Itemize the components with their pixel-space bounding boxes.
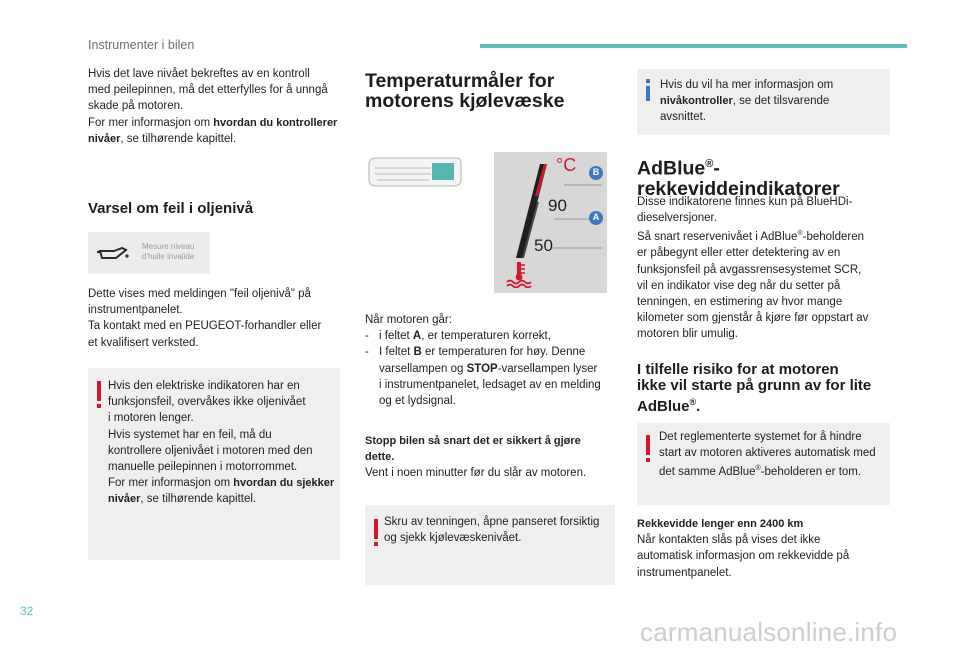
gauge-marker-b-label: B bbox=[592, 167, 600, 177]
heading-text: rekkeviddeindikatorer bbox=[637, 177, 840, 200]
info-tail: , se det tilsvarende bbox=[732, 95, 830, 108]
gauge-tick-90: 90 bbox=[548, 196, 567, 215]
gauge-tick-50: 50 bbox=[534, 236, 553, 255]
adblue-warning-text bbox=[659, 429, 888, 480]
warning-line bbox=[659, 461, 888, 480]
range-line: instrumentpanelet. bbox=[637, 566, 732, 579]
stop-line: Vent i noen minutter før du slår av motoren. bbox=[365, 467, 587, 480]
coolant-temperature-icon bbox=[504, 260, 534, 293]
registered-mark: ® bbox=[797, 230, 803, 238]
oil-line: Dette vises med meldingen "feil oljenivå" på bbox=[88, 288, 311, 300]
coolant-description bbox=[365, 312, 620, 409]
warning-line: og sjekk kjølevæskenivået. bbox=[384, 532, 522, 545]
oil-panel-message: Mesure niveau d'huile invalide bbox=[142, 242, 195, 261]
warning-line bbox=[108, 475, 336, 507]
warning-text: -beholderen er tom. bbox=[760, 466, 862, 479]
chapter-title: Instrumenter i bilen bbox=[88, 38, 195, 52]
coolant-warning-box bbox=[365, 505, 615, 585]
temperature-unit-label: °C bbox=[556, 155, 577, 175]
list-item bbox=[365, 328, 620, 344]
adblue-text: -beholderen bbox=[802, 231, 865, 244]
watermark: carmanualsonline.info bbox=[640, 617, 898, 647]
list-text: I feltet bbox=[379, 346, 414, 359]
coolant-warning-text bbox=[384, 514, 614, 546]
oil-line: et kvalifisert verksted. bbox=[88, 336, 199, 349]
registered-mark: ® bbox=[689, 397, 697, 407]
adblue-line: dieselversjoner. bbox=[637, 212, 717, 225]
adblue-line bbox=[637, 226, 892, 245]
coolant-temperature-gauge bbox=[494, 152, 607, 293]
page-number: 32 bbox=[20, 604, 34, 618]
gauge-marker-a-label: A bbox=[592, 212, 600, 222]
adblue-warning-box bbox=[637, 423, 890, 505]
info-bold-link: nivåkontroller bbox=[660, 95, 733, 108]
warning-line: manuelle peilepinnen i motorrommet. bbox=[108, 461, 298, 474]
warning-line: Hvis den elektriske indikatoren har en bbox=[108, 380, 300, 392]
stop-instruction bbox=[365, 433, 620, 482]
info-line bbox=[660, 93, 886, 109]
heading-text: AdBlue bbox=[637, 157, 706, 180]
warning-line: i motoren lenger. bbox=[108, 412, 194, 425]
list-text: , er temperaturen korrekt, bbox=[421, 330, 551, 343]
range-line: Når kontakten slås på vises det ikke bbox=[637, 534, 821, 547]
warning-text: det samme AdBlue bbox=[659, 466, 756, 479]
list-bold: A bbox=[412, 330, 422, 343]
registered-mark: ® bbox=[705, 158, 714, 170]
heading-line: Temperaturmåler for bbox=[365, 70, 555, 92]
oil-warning-box bbox=[88, 368, 340, 560]
oil-level-heading: Varsel om feil i oljenivå bbox=[88, 200, 254, 217]
list-text: -varsellampen lyser bbox=[497, 362, 598, 375]
coolant-temperature-heading bbox=[365, 71, 564, 111]
adblue-line: motoren blir umulig. bbox=[637, 328, 738, 341]
adblue-line: funksjonsfeil på avgassrensesystemet SCR, bbox=[637, 263, 862, 276]
heading-end: . bbox=[696, 398, 701, 415]
range-info bbox=[637, 516, 892, 581]
list-bold: B bbox=[413, 346, 422, 359]
risk-heading bbox=[637, 362, 871, 415]
adblue-range-heading bbox=[637, 154, 840, 199]
oil-warning-text bbox=[108, 378, 336, 508]
range-line: automatisk informasjon om rekkevidde på bbox=[637, 550, 850, 563]
oil-description bbox=[88, 286, 348, 351]
oil-can-icon bbox=[96, 243, 130, 268]
warning-line: start av motoren aktiveres automatisk med bbox=[659, 447, 876, 460]
intro-line: med peilepinnen, må det etterfylles for å unngå bbox=[88, 84, 328, 97]
stop-bold-line: Stopp bilen så snart det er sikkert å gjøre bbox=[365, 435, 581, 447]
adblue-line: kilometer som gjenstår å kjøre før oppstart av bbox=[637, 312, 869, 325]
registered-mark: ® bbox=[755, 465, 761, 473]
oil-line: Ta kontakt med en PEUGEOT-forhandler eller bbox=[88, 320, 322, 333]
list-text: er temperaturen for høy. Denne bbox=[421, 346, 586, 359]
warning-bold-link: hvordan du sjekker nivåer bbox=[108, 477, 335, 506]
list-bold: STOP bbox=[466, 362, 498, 375]
warning-exclamation-icon bbox=[646, 435, 650, 455]
warning-exclamation-dot bbox=[97, 404, 101, 408]
list-dash: - bbox=[365, 330, 369, 343]
warning-tail: , se tilhørende kapittel. bbox=[140, 493, 257, 506]
warning-line: Det reglementerte systemet for å hindre bbox=[659, 431, 862, 443]
info-line: avsnittet. bbox=[660, 111, 707, 124]
warning-line: funksjonsfeil, overvåkes ikke oljenivået bbox=[108, 396, 306, 409]
adblue-line: er påbegynt eller etter detektering av en bbox=[637, 247, 841, 260]
warning-line: Skru av tenningen, åpne panseret forsiktig bbox=[384, 516, 600, 528]
when-running-label: Når motoren går: bbox=[365, 314, 452, 326]
intro-line: skade på motoren. bbox=[88, 100, 184, 113]
info-box bbox=[637, 69, 890, 135]
adblue-description bbox=[637, 194, 892, 343]
list-text: og et lydsignal. bbox=[379, 395, 456, 408]
instrument-panel-gauge-illustration bbox=[365, 152, 465, 192]
list-item bbox=[365, 344, 620, 409]
warning-exclamation-icon bbox=[97, 381, 101, 401]
info-icon bbox=[646, 86, 650, 101]
adblue-line: vil en indikator vise deg når du setter på bbox=[637, 279, 841, 292]
intro-bold-link: hvordan du kontrollerer nivåer bbox=[88, 116, 338, 145]
range-bold-heading: Rekkevidde lenger enn 2400 km bbox=[637, 518, 804, 530]
heading-line: AdBlue bbox=[637, 398, 690, 415]
info-line: Hvis du vil ha mer informasjon om bbox=[660, 79, 834, 91]
warning-exclamation-icon bbox=[374, 519, 378, 539]
adblue-line: Disse indikatorene finnes kun på BlueHDi- bbox=[637, 196, 853, 208]
list-dash: - bbox=[365, 346, 369, 359]
list-text: i feltet bbox=[379, 330, 413, 343]
warning-line: Hvis systemet har en feil, må du bbox=[108, 428, 272, 441]
list-text: i instrumentpanelet, ledsaget av en melding bbox=[379, 378, 601, 391]
intro-text: For mer informasjon om bbox=[88, 116, 214, 129]
adblue-line: tenningen, en estimering av hvor mange bbox=[637, 296, 843, 309]
info-icon-dot bbox=[646, 79, 650, 83]
heading-line: I tilfelle risiko for at motoren bbox=[637, 361, 839, 378]
warning-exclamation-dot bbox=[646, 458, 650, 462]
info-text bbox=[660, 77, 886, 126]
intro-line: Hvis det lave nivået bekreftes av en kontroll bbox=[88, 68, 310, 80]
adblue-text: Så snart reservenivået i AdBlue bbox=[637, 231, 798, 244]
intro-line bbox=[88, 115, 348, 147]
warning-exclamation-dot bbox=[374, 542, 378, 546]
intro-paragraph bbox=[88, 66, 348, 147]
heading-dash: - bbox=[713, 157, 720, 180]
chapter-accent-bar bbox=[480, 44, 907, 48]
oil-line: instrumentpanelet. bbox=[88, 304, 183, 317]
heading-line: ikke vil starte på grunn av for lite bbox=[637, 377, 872, 394]
list-text: varsellampen og bbox=[379, 362, 467, 375]
warning-line: kontrollere oljenivået i motoren med den bbox=[108, 444, 313, 457]
oil-level-display-panel bbox=[88, 232, 210, 274]
intro-tail: , se tilhørende kapittel. bbox=[120, 132, 237, 145]
stop-bold-line: dette. bbox=[365, 451, 395, 464]
heading-line: motorens kjølevæske bbox=[365, 90, 565, 112]
warning-text: For mer informasjon om bbox=[108, 477, 234, 490]
